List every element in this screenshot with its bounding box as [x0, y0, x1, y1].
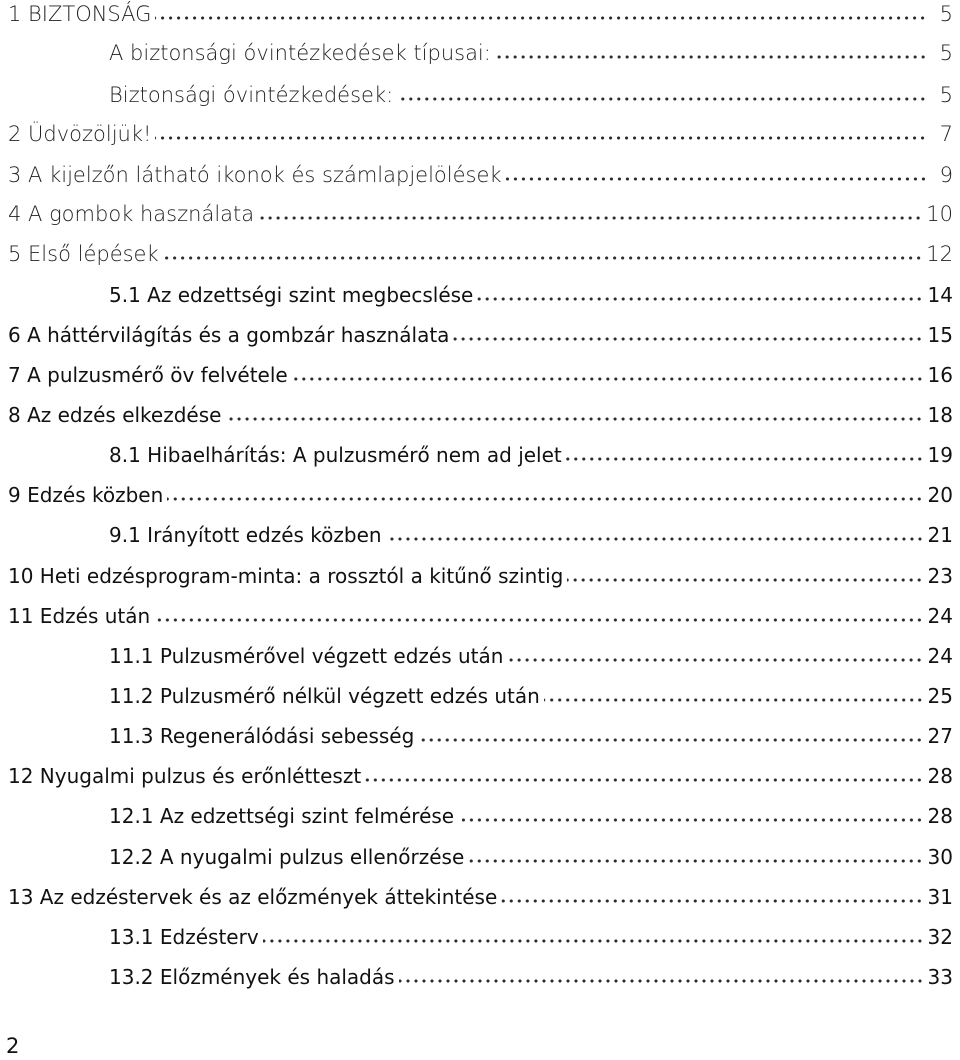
dot-leader	[453, 336, 923, 342]
toc-entry-title: 3 A kijelzőn látható ikonok és számlapjelölések	[8, 163, 502, 187]
toc-entry-page: 28	[927, 764, 953, 788]
toc-entry-title: 6 A háttérvilágítás és a gombzár használata	[8, 323, 450, 347]
dot-leader	[154, 617, 923, 623]
dot-leader	[501, 898, 923, 904]
dot-leader	[167, 496, 923, 502]
toc-entry[interactable]	[8, 403, 953, 433]
toc-entry-page: 19	[927, 443, 953, 467]
toc-entry[interactable]	[109, 83, 953, 113]
toc-entry[interactable]	[8, 323, 953, 353]
toc-entry-title: 13.1 Edzésterv	[109, 925, 259, 949]
toc-entry-title: 12 Nyugalmi pulzus és erőnlétteszt	[8, 764, 362, 788]
toc-entry[interactable]	[8, 363, 953, 393]
dot-leader	[566, 456, 924, 462]
dot-leader	[418, 737, 923, 743]
dot-leader	[468, 858, 923, 864]
page-number: 2	[6, 1034, 20, 1058]
toc-entry-page: 14	[927, 283, 953, 307]
toc-entry-title: 2 Üdvözöljük!	[8, 122, 152, 146]
toc-entry[interactable]	[109, 684, 953, 714]
dot-leader	[477, 296, 923, 302]
toc-entry-title: 11.1 Pulzusmérővel végzett edzés után	[109, 644, 504, 668]
dot-leader	[386, 536, 924, 542]
dot-leader	[397, 96, 927, 102]
toc-entry-page: 24	[927, 604, 953, 628]
toc-entry-title: Biztonsági óvintézkedések:	[109, 83, 394, 107]
toc-entry-page: 21	[927, 523, 953, 547]
toc-entry[interactable]	[8, 885, 953, 915]
toc-entry-title: 11.3 Regenerálódási sebesség	[109, 724, 415, 748]
toc-entry-page: 12	[926, 242, 953, 266]
toc-entry-title: 9.1 Irányított edzés közben	[109, 523, 382, 547]
dot-leader	[506, 176, 927, 182]
toc-entry-title: 7 A pulzusmérő öv felvétele	[8, 363, 288, 387]
toc-entry[interactable]	[109, 925, 953, 955]
toc-entry-page: 28	[927, 804, 953, 828]
toc-entry[interactable]	[109, 283, 953, 313]
toc-entry[interactable]	[109, 443, 953, 473]
toc-entry[interactable]	[109, 724, 953, 754]
toc-entry-title: 1 BIZTONSÁG	[8, 2, 152, 26]
dot-leader	[458, 817, 923, 823]
dot-leader	[365, 777, 923, 783]
toc-entry[interactable]	[8, 122, 953, 152]
toc-entry[interactable]	[109, 41, 953, 71]
toc-entry-page: 5	[939, 2, 953, 26]
dot-leader	[399, 978, 924, 984]
dot-leader	[567, 577, 923, 583]
toc-entry-title: 12.2 A nyugalmi pulzus ellenőrzése	[109, 845, 465, 869]
toc-entry-page: 25	[927, 684, 953, 708]
toc-entry-page: 9	[939, 163, 953, 187]
dot-leader	[225, 416, 923, 422]
toc-entry-page: 7	[939, 122, 953, 146]
toc-entry-page: 18	[927, 403, 953, 427]
toc-entry-page: 30	[927, 845, 953, 869]
toc-entry-title: 8.1 Hibaelhárítás: A pulzusmérő nem ad jelet	[109, 443, 562, 467]
dot-leader	[163, 255, 923, 261]
toc-entry-title: 11 Edzés után	[8, 604, 151, 628]
toc-entry-page: 23	[927, 564, 953, 588]
toc-entry-page: 5	[939, 83, 953, 107]
toc-entry[interactable]	[109, 965, 953, 995]
toc-entry[interactable]	[109, 845, 953, 875]
toc-entry-title: 5.1 Az edzettségi szint megbecslése	[109, 283, 474, 307]
toc-entry-title: 9 Edzés közben	[8, 483, 164, 507]
dot-leader	[258, 215, 922, 221]
toc-entry-page: 5	[939, 41, 953, 65]
toc-entry[interactable]	[109, 804, 953, 834]
toc-entry-title: 4 A gombok használata	[8, 202, 255, 226]
dot-leader	[507, 657, 923, 663]
toc-entry[interactable]	[8, 564, 953, 594]
toc-entry[interactable]	[8, 483, 953, 513]
toc-entry-title: 13.2 Előzmények és haladás	[109, 965, 395, 989]
dot-leader	[263, 938, 924, 944]
toc-entry-title: A biztonsági óvintézkedések típusai:	[109, 41, 491, 65]
dot-leader	[155, 15, 927, 21]
toc-entry-page: 20	[927, 483, 953, 507]
toc-entry-title: 12.1 Az edzettségi szint felmérése	[109, 804, 455, 828]
toc-entry[interactable]	[8, 242, 953, 272]
dot-leader	[155, 135, 927, 141]
toc-entry[interactable]	[109, 644, 953, 674]
toc-entry[interactable]	[8, 2, 953, 32]
toc-entry[interactable]	[8, 764, 953, 794]
toc-entry-page: 10	[926, 202, 953, 226]
toc-entry-page: 31	[927, 885, 953, 909]
toc-entry-title: 8 Az edzés elkezdése	[8, 403, 222, 427]
toc-entry-page: 32	[927, 925, 953, 949]
toc-entry-page: 24	[927, 644, 953, 668]
dot-leader	[544, 697, 924, 703]
toc-entry[interactable]	[109, 523, 953, 553]
toc-entry-page: 33	[927, 965, 953, 989]
toc-entry-title: 13 Az edzéstervek és az előzmények áttekintése	[8, 885, 498, 909]
toc-entry-title: 10 Heti edzésprogram-minta: a rossztól a kitűnő szintig	[8, 564, 564, 588]
toc-entry[interactable]	[8, 202, 953, 232]
toc-entry-title: 5 Első lépések	[8, 242, 159, 266]
toc-entry[interactable]	[8, 604, 953, 634]
dot-leader	[495, 54, 927, 60]
dot-leader	[292, 376, 924, 382]
toc-entry-page: 27	[927, 724, 953, 748]
toc-entry-title: 11.2 Pulzusmérő nélkül végzett edzés után	[109, 684, 540, 708]
toc-entry[interactable]	[8, 163, 953, 193]
toc-entry-page: 16	[927, 363, 953, 387]
toc-entry-page: 15	[927, 323, 953, 347]
